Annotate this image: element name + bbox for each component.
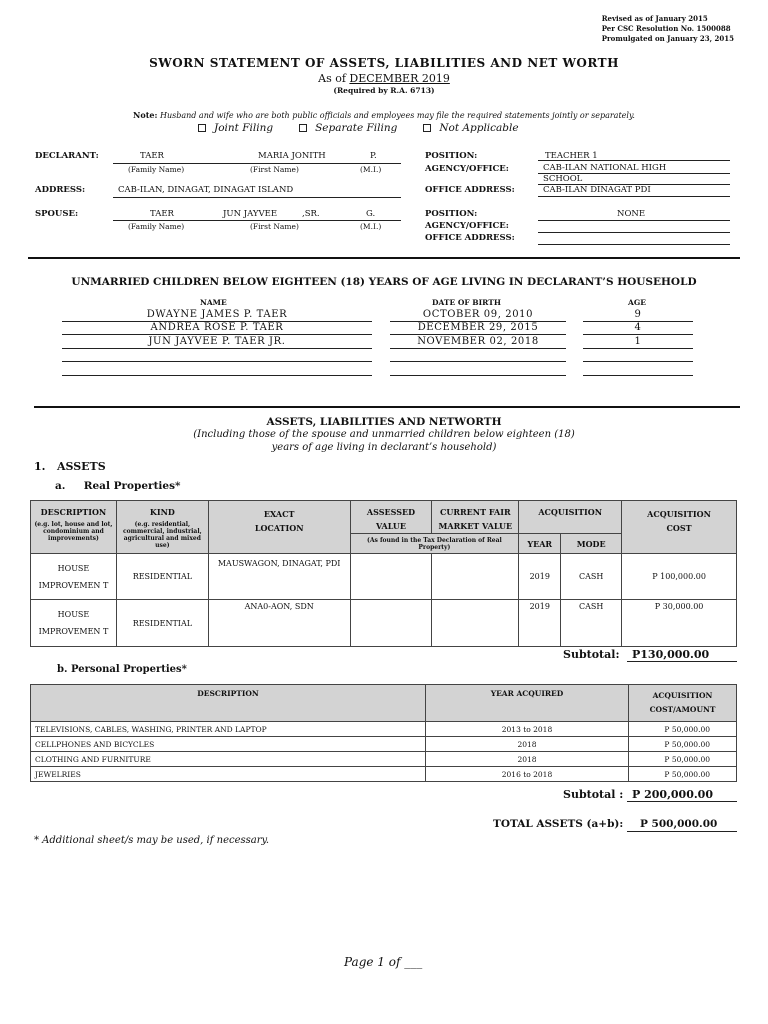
- personal-col-cost-label-1: ACQUISITION: [652, 691, 713, 700]
- revision-line-1: Revised as of January 2015: [601, 14, 708, 23]
- declarant-first-name: MARIA JONITH: [258, 151, 326, 161]
- real-row-description: HOUSE IMPROVEMEN T: [31, 600, 117, 647]
- address-value: CAB-ILAN, DINAGAT, DINAGAT ISLAND: [118, 185, 294, 195]
- spouse-office-address-line: [538, 244, 730, 245]
- spouse-position-value: NONE: [617, 209, 646, 219]
- real-col-assessed-label-1: ASSESSED: [366, 507, 416, 517]
- real-row-fair: [432, 600, 519, 647]
- real-col-location: [208, 501, 350, 554]
- assets-subtitle-2: years of age living in declarant’s household): [271, 442, 497, 453]
- real-col-year: YEAR: [519, 534, 561, 554]
- real-row-cost: P 100,000.00: [622, 554, 737, 600]
- child-dob: NOVEMBER 02, 2018: [417, 336, 539, 347]
- personal-col-description: DESCRIPTION: [31, 685, 426, 722]
- real-col-fair-label-1: CURRENT FAIR: [440, 507, 511, 517]
- agency-value-line2: SCHOOL: [543, 174, 583, 184]
- real-col-kind-sub: (e.g. residential, commercial, industrial, agricultural and mixed use): [123, 521, 202, 549]
- child-name: ANDREA ROSE P. TAER: [150, 322, 284, 333]
- personal-row-description: CELLPHONES AND BICYCLES: [31, 737, 426, 752]
- personal-row-year: 2018: [426, 752, 629, 767]
- joint-filing-checkbox[interactable]: [198, 124, 206, 132]
- spouse-mi-caption: (M.I.): [360, 222, 382, 231]
- personal-property-row: [31, 767, 737, 782]
- personal-properties-heading: b. Personal Properties*: [57, 664, 187, 675]
- real-col-cost-label-1: ACQUISITION: [647, 509, 711, 519]
- child-age: 9: [634, 309, 642, 320]
- office-address-top-line: [538, 184, 730, 185]
- separate-filing-checkbox[interactable]: [299, 124, 307, 132]
- real-col-mode: MODE: [561, 534, 622, 554]
- spouse-suffix: ,SR.: [302, 209, 320, 219]
- personal-row-cost: P 50,000.00: [629, 737, 737, 752]
- assets-section-title: ASSETS, LIABILITIES AND NETWORTH: [266, 416, 502, 428]
- real-row-mode: CASH: [561, 554, 622, 600]
- real-row-year: 2019: [519, 600, 561, 647]
- assets-subtitle-1: (Including those of the spouse and unmarried children below eighteen (18): [193, 429, 575, 440]
- real-subtotal-value: P130,000.00: [632, 648, 710, 661]
- declarant-label: DECLARANT:: [35, 151, 99, 161]
- real-properties-table: [30, 500, 737, 647]
- spouse-agency-label: AGENCY/OFFICE:: [425, 221, 509, 231]
- declarant-family-name: TAER: [140, 151, 164, 161]
- real-col-kind-label: KIND: [149, 507, 175, 517]
- personal-col-year: YEAR ACQUIRED: [426, 685, 629, 722]
- children-col-name: NAME: [200, 298, 227, 307]
- personal-row-year: 2018: [426, 737, 629, 752]
- declarant-first-caption: (First Name): [250, 165, 299, 174]
- personal-subtotal-value: P 200,000.00: [632, 788, 713, 801]
- declarant-family-caption: (Family Name): [128, 165, 185, 174]
- spouse-mi: G.: [366, 209, 376, 219]
- real-row-fair: [432, 554, 519, 600]
- real-col-assessed: [350, 501, 432, 534]
- real-row-location: MAUSWAGON, DINAGAT, PDI: [208, 554, 350, 600]
- revision-block: [602, 14, 734, 44]
- child-line: [62, 375, 372, 376]
- declarant-mi-caption: (M.I.): [360, 165, 382, 174]
- personal-row-year: 2013 to 2018: [426, 722, 629, 737]
- as-of-label: As of: [318, 72, 346, 85]
- not-applicable-option[interactable]: [423, 122, 518, 134]
- child-line: [390, 361, 566, 362]
- real-properties-heading: a. Real Properties*: [55, 480, 181, 492]
- separate-filing-label: Separate Filing: [315, 122, 398, 134]
- personal-row-description: TELEVISIONS, CABLES, WASHING, PRINTER AND LAPTOP: [31, 722, 426, 737]
- real-col-cost-label-2: COST: [666, 523, 692, 533]
- position-value: TEACHER 1: [545, 151, 598, 161]
- personal-subtotal-line: [627, 801, 737, 802]
- child-line: [390, 348, 566, 349]
- real-col-kind: [116, 501, 208, 554]
- as-of-date: DECEMBER 2019: [349, 72, 450, 85]
- section-divider-2: [34, 406, 740, 408]
- child-age: 1: [634, 336, 642, 347]
- personal-col-cost-label-2: COST/AMOUNT: [649, 705, 716, 714]
- spouse-label: SPOUSE:: [35, 209, 79, 219]
- note-text: Husband and wife who are both public officials and employees may file the required statements jointly or separately.: [159, 111, 635, 120]
- position-label: POSITION:: [425, 151, 478, 161]
- filing-options: [198, 122, 519, 134]
- spouse-family-caption: (Family Name): [128, 222, 185, 231]
- spouse-name-line: [113, 220, 401, 221]
- not-applicable-checkbox[interactable]: [423, 124, 431, 132]
- agency-label: AGENCY/OFFICE:: [425, 164, 509, 174]
- real-row-cost: P 30,000.00: [622, 600, 737, 647]
- child-line: [62, 321, 372, 322]
- page-footer: Page 1 of ___: [344, 955, 423, 969]
- real-col-cost: [622, 501, 737, 554]
- real-row-year: 2019: [519, 554, 561, 600]
- address-label: ADDRESS:: [35, 185, 86, 195]
- child-name: JUN JAYVEE P. TAER JR.: [148, 336, 286, 347]
- assets-heading: 1. ASSETS: [34, 460, 106, 473]
- spouse-first-name: JUN JAYVEE: [223, 209, 278, 219]
- real-col-location-label-2: LOCATION: [254, 523, 304, 533]
- real-col-location-label-1: EXACT: [263, 509, 295, 519]
- joint-filing-option[interactable]: [198, 122, 273, 134]
- real-row-mode: CASH: [561, 600, 622, 647]
- office-address-label: OFFICE ADDRESS:: [425, 185, 515, 195]
- child-age: 4: [634, 322, 642, 333]
- child-line: [390, 334, 566, 335]
- revision-line-3: Promulgated on January 23, 2015: [601, 34, 734, 43]
- child-line: [583, 361, 693, 362]
- personal-row-cost: P 50,000.00: [629, 722, 737, 737]
- real-property-row: [31, 600, 737, 647]
- document-title: SWORN STATEMENT OF ASSETS, LIABILITIES AND NET WORTH: [149, 56, 619, 70]
- declarant-name-line: [113, 163, 401, 164]
- office-address-line: [538, 196, 730, 197]
- real-col-acquisition: ACQUISITION: [519, 501, 622, 534]
- child-line: [583, 375, 693, 376]
- real-row-assessed: [350, 554, 432, 600]
- joint-filing-label: Joint Filing: [214, 122, 274, 134]
- real-col-assessed-label-2: VALUE: [375, 521, 406, 531]
- personal-property-row: [31, 752, 737, 767]
- spouse-position-label: POSITION:: [425, 209, 478, 219]
- spouse-office-address-label: OFFICE ADDRESS:: [425, 233, 515, 243]
- personal-property-row: [31, 737, 737, 752]
- personal-row-year: 2016 to 2018: [426, 767, 629, 782]
- real-tax-note: (As found in the Tax Declaration of Real Property): [350, 534, 519, 554]
- child-dob: DECEMBER 29, 2015: [417, 322, 539, 333]
- children-col-age: AGE: [628, 298, 646, 307]
- real-row-location: ANA0-AON, SDN: [208, 600, 350, 647]
- child-line: [390, 375, 566, 376]
- agency-value: [543, 163, 666, 185]
- note-line: [0, 110, 768, 120]
- real-property-row: [31, 554, 737, 600]
- not-applicable-label: Not Applicable: [439, 122, 519, 134]
- as-of-line: [0, 72, 768, 85]
- real-row-assessed: [350, 600, 432, 647]
- child-line: [62, 361, 372, 362]
- real-col-description: [31, 501, 117, 554]
- real-row-description: HOUSE IMPROVEMEN T: [31, 554, 117, 600]
- agency-value-line1: CAB-ILAN NATIONAL HIGH: [543, 163, 667, 173]
- child-dob: OCTOBER 09, 2010: [422, 309, 534, 320]
- spouse-family-name: TAER: [150, 209, 174, 219]
- additional-sheets-note: * Additional sheet/s may be used, if necessary.: [34, 835, 270, 846]
- child-line: [583, 348, 693, 349]
- section-divider-1: [28, 257, 740, 259]
- child-line: [62, 334, 372, 335]
- total-assets-line: [627, 831, 737, 832]
- real-row-kind: RESIDENTIAL: [116, 600, 208, 647]
- personal-row-description: CLOTHING AND FURNITURE: [31, 752, 426, 767]
- real-col-description-sub: (e.g. lot, house and lot, condominium and improvements): [34, 521, 113, 542]
- personal-properties-table: [30, 684, 737, 782]
- real-col-fair: [432, 501, 519, 534]
- personal-property-row: [31, 722, 737, 737]
- child-line: [62, 348, 372, 349]
- child-line: [583, 321, 693, 322]
- spouse-agency-line: [538, 232, 730, 233]
- child-name: DWAYNE JAMES P. TAER: [146, 309, 288, 320]
- revision-line-2: Per CSC Resolution No. 1500088: [601, 24, 731, 33]
- personal-row-cost: P 50,000.00: [629, 752, 737, 767]
- personal-row-cost: P 50,000.00: [629, 767, 737, 782]
- agency-line: [538, 173, 730, 174]
- total-assets-label: TOTAL ASSETS (a+b):: [493, 818, 624, 830]
- real-col-fair-label-2: MARKET VALUE: [438, 521, 513, 531]
- children-col-dob: DATE OF BIRTH: [432, 298, 501, 307]
- personal-row-description: JEWELRIES: [31, 767, 426, 782]
- separate-filing-option[interactable]: [299, 122, 397, 134]
- real-col-description-label: DESCRIPTION: [40, 507, 107, 517]
- real-row-kind: RESIDENTIAL: [116, 554, 208, 600]
- spouse-position-line: [538, 220, 730, 221]
- child-line: [390, 321, 566, 322]
- position-line: [538, 160, 730, 161]
- required-by: (Required by R.A. 6713): [333, 86, 435, 95]
- real-subtotal-line: [627, 661, 737, 662]
- total-assets-value: P 500,000.00: [640, 818, 718, 830]
- note-label: Note:: [133, 110, 158, 120]
- declarant-mi: P.: [370, 151, 377, 161]
- real-subtotal-label: Subtotal:: [563, 648, 620, 661]
- spouse-first-caption: (First Name): [250, 222, 299, 231]
- personal-col-cost: [629, 685, 737, 722]
- office-address-value: CAB-ILAN DINAGAT PDI: [543, 185, 651, 195]
- children-title: UNMARRIED CHILDREN BELOW EIGHTEEN (18) YEARS OF AGE LIVING IN DECLARANT’S HOUSEHOLD: [71, 276, 697, 288]
- address-line: [113, 197, 401, 198]
- personal-subtotal-label: Subtotal :: [563, 788, 624, 801]
- child-line: [583, 334, 693, 335]
